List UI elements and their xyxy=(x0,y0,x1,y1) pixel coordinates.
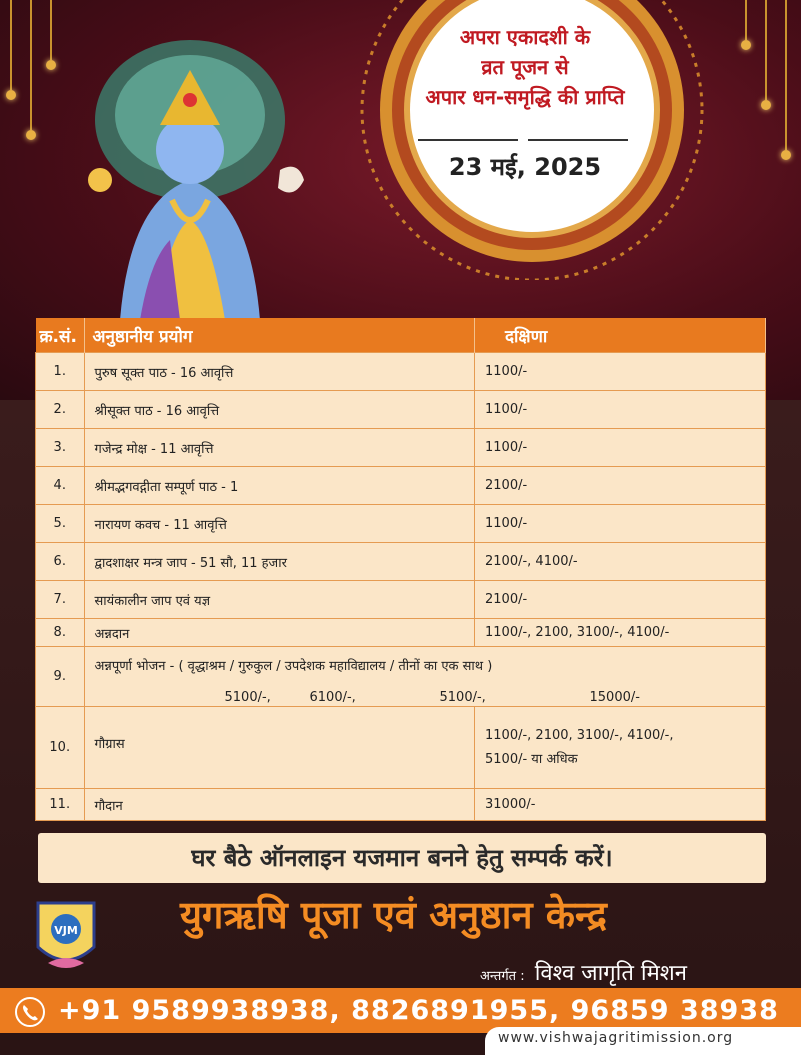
row-number: 9. xyxy=(36,647,85,707)
subvalue: 15000/- xyxy=(589,690,640,705)
row-rate: 1100/- xyxy=(475,505,766,543)
parent-organization xyxy=(480,957,687,987)
row-ritual: श्रीमद्भगवद्गीता सम्पूर्ण पाठ - 1 xyxy=(84,467,475,505)
row-rate: 2100/- xyxy=(475,467,766,505)
row-rate xyxy=(475,707,766,789)
row-ritual: गौदान xyxy=(84,789,475,821)
row-rate: 31000/- xyxy=(475,789,766,821)
row-number: 11. xyxy=(36,789,85,821)
phone-icon xyxy=(14,996,46,1028)
row-rate-line-2: 5100/- या अधिक xyxy=(485,751,578,767)
row-rate: 2100/- xyxy=(475,581,766,619)
subvalue: 5100/-, xyxy=(439,690,486,705)
row-number: 10. xyxy=(36,707,85,789)
row-number: 5. xyxy=(36,505,85,543)
table-row xyxy=(36,581,766,619)
phone-numbers[interactable]: +91 9589938938, 8826891955, 96859 38938 xyxy=(58,995,779,1026)
row-ritual: गजेन्द्र मोक्ष - 11 आवृत्ति xyxy=(84,429,475,467)
contact-call-to-action: घर बैठे ऑनलाइन यजमान बनने हेतु सम्पर्क करें। xyxy=(38,833,766,883)
row-rate: 1100/- xyxy=(475,353,766,391)
row-number: 1. xyxy=(36,353,85,391)
table-row xyxy=(36,467,766,505)
row-ritual: अन्नदान xyxy=(84,619,475,647)
table-row xyxy=(36,429,766,467)
row-rate: 1100/- xyxy=(475,429,766,467)
headline xyxy=(390,22,660,112)
col-header-number: क्र.सं. xyxy=(36,318,85,353)
row-number: 2. xyxy=(36,391,85,429)
headline-line-3: अपार धन-समृद्धि की प्राप्ति xyxy=(425,85,625,109)
row-ritual: पुरुष सूक्त पाठ - 16 आवृत्ति xyxy=(84,353,475,391)
headline-line-1: अपरा एकादशी के xyxy=(459,25,591,49)
row-subvalues xyxy=(95,674,756,705)
row-ritual: अन्नपूर्णा भोजन - ( वृद्धाश्रम / गुरुकुल / उपदेशक महाविद्यालय / तीनों का एक साथ ) xyxy=(94,659,493,674)
row-rate: 1100/- xyxy=(475,391,766,429)
row-ritual: श्रीसूक्त पाठ - 16 आवृत्ति xyxy=(84,391,475,429)
row-ritual: द्वादशाक्षर मन्त्र जाप - 51 सौ, 11 हजार xyxy=(84,543,475,581)
row-rate-line-1: 1100/-, 2100, 3100/-, 4100/-, xyxy=(485,727,674,743)
subvalue: 5100/-, xyxy=(224,690,271,705)
event-date: 23 मई, 2025 xyxy=(448,153,602,181)
table-row xyxy=(36,789,766,821)
table-row xyxy=(36,647,766,707)
under-label: अन्तर्गत : xyxy=(480,969,525,984)
divider-right xyxy=(528,139,628,141)
table-row xyxy=(36,505,766,543)
row-ritual-combined xyxy=(84,647,766,707)
mission-logo xyxy=(30,897,102,975)
row-number: 8. xyxy=(36,619,85,647)
row-ritual: नारायण कवच - 11 आवृत्ति xyxy=(84,505,475,543)
row-ritual: सायंकालीन जाप एवं यज्ञ xyxy=(84,581,475,619)
under-name: विश्व जागृति मिशन xyxy=(534,961,687,986)
col-header-ritual: अनुष्ठानीय प्रयोग xyxy=(84,318,475,353)
row-ritual: गौग्रास xyxy=(84,707,475,789)
row-number: 4. xyxy=(36,467,85,505)
table-row xyxy=(36,391,766,429)
table-row xyxy=(36,353,766,391)
logo-text: VJM xyxy=(54,924,78,937)
row-number: 3. xyxy=(36,429,85,467)
ritual-table xyxy=(35,318,766,821)
col-header-rate: दक्षिणा xyxy=(475,318,766,353)
headline-line-2: व्रत पूजन से xyxy=(481,55,569,79)
divider-left xyxy=(418,139,518,141)
deity-illustration xyxy=(60,30,320,320)
table-row xyxy=(36,619,766,647)
organization-name: युगऋषि पूजा एवं अनुष्ठान केन्द्र xyxy=(180,893,607,937)
row-number: 6. xyxy=(36,543,85,581)
row-number: 7. xyxy=(36,581,85,619)
website-link[interactable]: www.vishwajagritimission.org xyxy=(498,1030,734,1046)
row-rate: 2100/-, 4100/- xyxy=(475,543,766,581)
table-row xyxy=(36,707,766,789)
table-row xyxy=(36,543,766,581)
row-rate: 1100/-, 2100, 3100/-, 4100/- xyxy=(475,619,766,647)
subvalue: 6100/-, xyxy=(309,690,356,705)
